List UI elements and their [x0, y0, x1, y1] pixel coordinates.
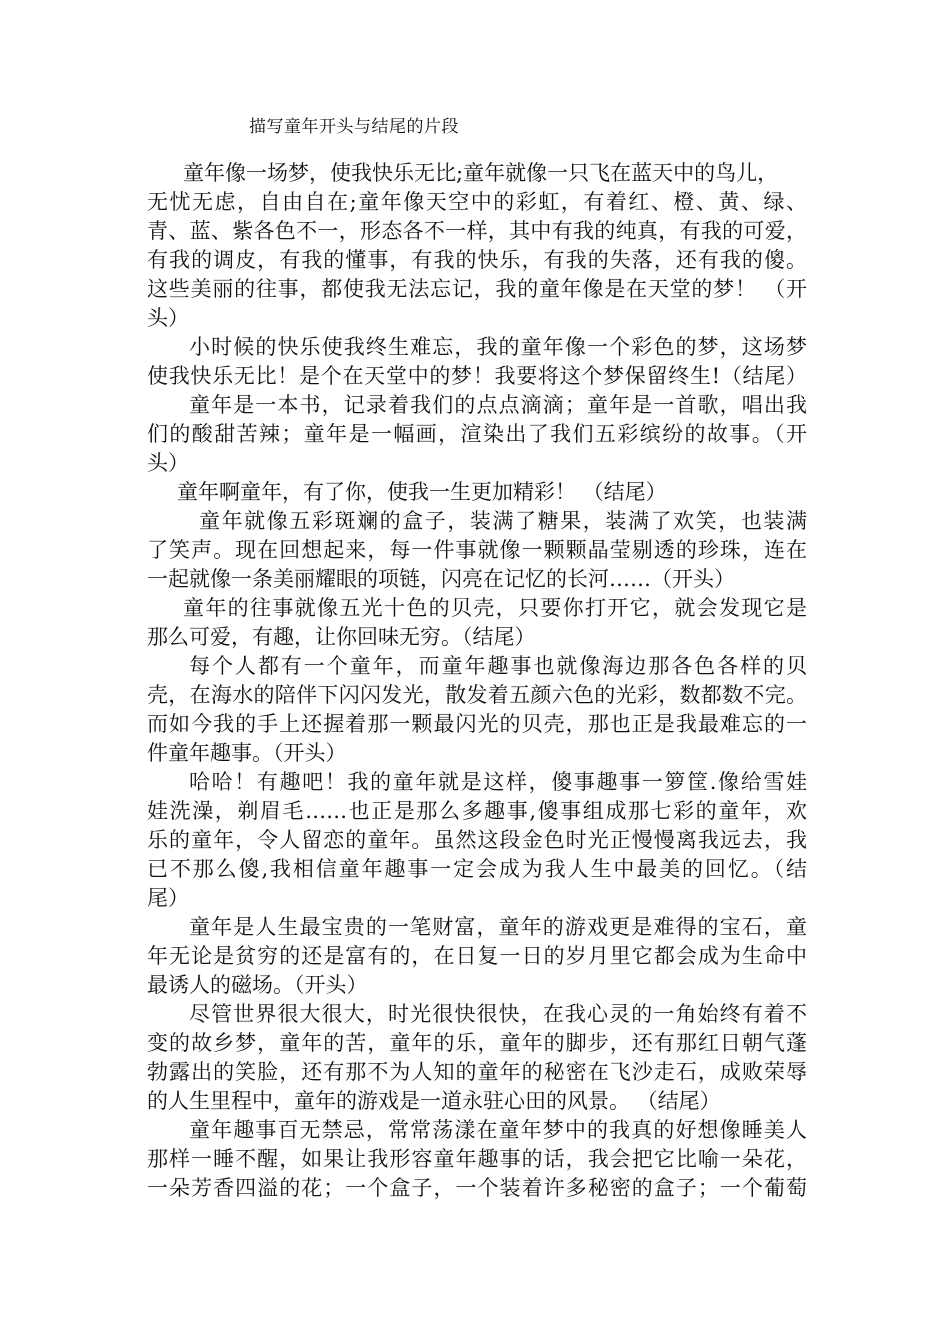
text-line: 童年的往事就像五光十色的贝壳，只要你打开它，就会发现它是 [183, 596, 807, 620]
text-line: 娃洗澡，剃眉毛……也正是那么多趣事,傻事组成那七彩的童年，欢 [147, 799, 807, 823]
text-line: 青、蓝、紫各色不一，形态各不一样，其中有我的纯真，有我的可爱， [147, 219, 807, 243]
text-line: 小时候的快乐使我终生难忘，我的童年像一个彩色的梦，这场梦 [189, 335, 807, 359]
text-line: 每个人都有一个童年，而童年趣事也就像海边那各色各样的贝 [189, 654, 807, 678]
text-line: 尾） [147, 886, 189, 910]
text-line: 童年就像五彩斑斓的盒子，装满了糖果，装满了欢笑，也装满 [199, 509, 807, 533]
text-line: 头） [147, 306, 189, 330]
text-line: 最诱人的磁场。（开头） [147, 973, 368, 997]
text-line: 头） [147, 451, 189, 475]
document-title: 描写童年开头与结尾的片段 [249, 117, 459, 137]
text-line: 一起就像一条美丽耀眼的项链，闪亮在记忆的长河……（开头） [147, 567, 735, 591]
text-line: 一朵芳香四溢的花；一个盒子，一个装着许多秘密的盒子；一个葡萄 [147, 1176, 807, 1200]
text-line: 了笑声。现在回想起来，每一件事就像一颗颗晶莹剔透的珍珠，连在 [147, 538, 807, 562]
text-line: 童年像一场梦，使我快乐无比;童年就像一只飞在蓝天中的鸟儿， [183, 161, 779, 185]
text-line: 童年是人生最宝贵的一笔财富，童年的游戏更是难得的宝石，童 [189, 915, 807, 939]
text-line: 尽管世界很大很大，时光很快很快，在我心灵的一角始终有着不 [189, 1002, 807, 1026]
text-line: 而如今我的手上还握着那一颗最闪光的贝壳，那也正是我最难忘的一 [147, 712, 807, 736]
text-line: 哈哈！有趣吧！我的童年就是这样，傻事趣事一箩筐.像给雪娃 [189, 770, 807, 794]
text-line: 壳，在海水的陪伴下闪闪发光，散发着五颜六色的光彩，数都数不完。 [147, 683, 807, 707]
text-line: 们的酸甜苦辣；童年是一幅画，渲染出了我们五彩缤纷的故事。（开 [147, 422, 807, 446]
text-line: 勃露出的笑脸，还有那不为人知的童年的秘密在飞沙走石，成败荣辱 [147, 1060, 807, 1084]
text-line: 有我的调皮，有我的懂事，有我的快乐，有我的失落，还有我的傻。 [147, 248, 807, 272]
text-line: 无忧无虑，自由自在;童年像天空中的彩虹，有着红、橙、黄、绿、 [147, 190, 807, 214]
text-line: 件童年趣事。（开头） [147, 741, 347, 765]
text-line: 童年是一本书，记录着我们的点点滴滴；童年是一首歌，唱出我 [189, 393, 807, 417]
text-line: 童年趣事百无禁忌，常常荡漾在童年梦中的我真的好想像睡美人 [189, 1118, 807, 1142]
text-line: 那样一睡不醒，如果让我形容童年趣事的话，我会把它比喻一朵花， [147, 1147, 807, 1171]
text-line: 年无论是贫穷的还是富有的，在日复一日的岁月里它都会成为生命中 [147, 944, 807, 968]
text-line: 乐的童年，令人留恋的童年。虽然这段金色时光正慢慢离我远去，我 [147, 828, 807, 852]
text-line: 的人生里程中，童年的游戏是一道永驻心田的风景。 （结尾） [147, 1089, 721, 1113]
document-body [147, 159, 807, 1203]
text-line: 使我快乐无比！是个在天堂中的梦！我要将这个梦保留终生!（结尾） [147, 364, 807, 388]
text-line: 那么可爱，有趣，让你回味无穷。（结尾） [147, 625, 536, 649]
text-line: 童年啊童年，有了你，使我一生更加精彩！ （结尾） [177, 480, 667, 504]
text-line: 这些美丽的往事，都使我无法忘记，我的童年像是在天堂的梦！ （开 [147, 277, 807, 301]
text-line: 已不那么傻,我相信童年趣事一定会成为我人生中最美的回忆。（结 [147, 857, 807, 881]
text-line: 变的故乡梦，童年的苦，童年的乐，童年的脚步，还有那红日朝气蓬 [147, 1031, 807, 1055]
